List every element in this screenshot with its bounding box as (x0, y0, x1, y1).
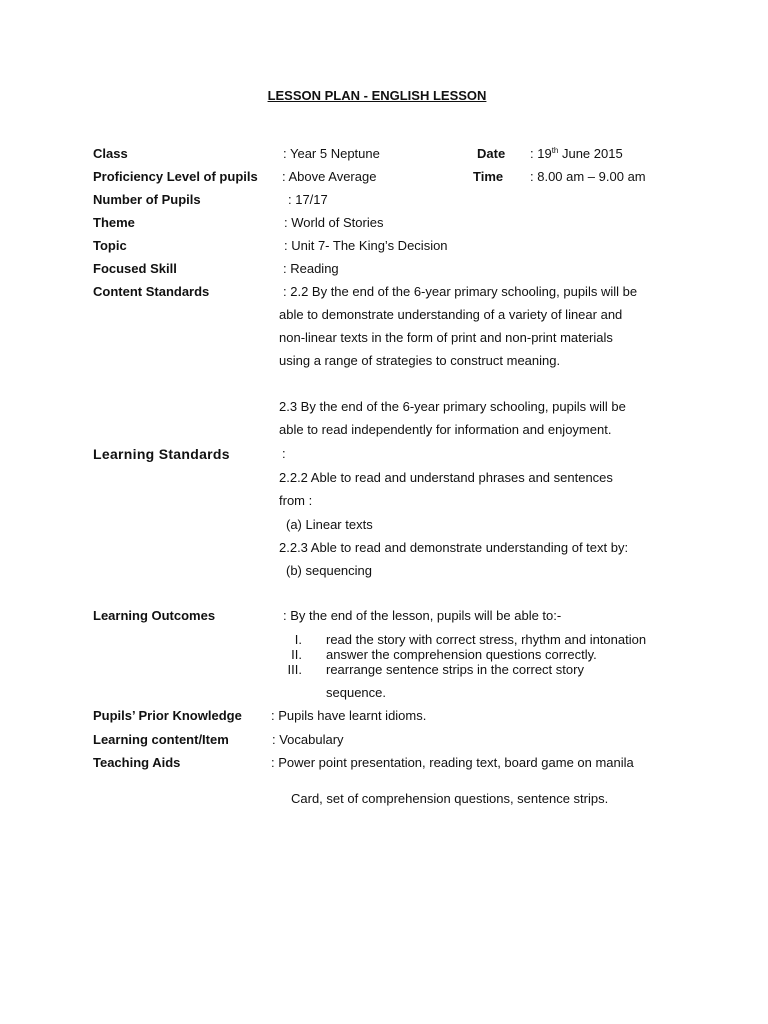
time-label: Time (473, 169, 504, 184)
theme-value: : World of Stories (284, 215, 384, 230)
outcome-text: answer the comprehension questions correctly. (326, 647, 597, 662)
content-standards-line: : 2.2 By the end of the 6-year primary schooling, pupils will be (283, 284, 638, 299)
teaching-aids-label: Teaching Aids (93, 755, 181, 770)
learning-standards-colon: : (282, 446, 286, 461)
content-standards-line: non-linear texts in the form of print and non-print materials (279, 330, 613, 345)
learning-standards-line: 2.2.3 Able to read and demonstrate understanding of text by: (279, 540, 629, 555)
skill-value: : Reading (283, 261, 339, 276)
content-standards-label: Content Standards (93, 284, 210, 299)
learning-content-value: : Vocabulary (272, 732, 344, 747)
date-day: : 19 (530, 146, 552, 161)
date-month-year: June 2015 (558, 146, 623, 161)
proficiency-value: : Above Average (282, 169, 377, 184)
learning-outcomes-label: Learning Outcomes (93, 608, 216, 623)
outcome-number: I. (294, 632, 302, 647)
teaching-aids-continuation: Card, set of comprehension questions, sentence strips. (291, 791, 609, 806)
time-value: : 8.00 am – 9.00 am (530, 169, 646, 184)
topic-label: Topic (93, 238, 127, 253)
content-standards-line: 2.3 By the end of the 6-year primary schooling, pupils will be (279, 399, 626, 414)
content-standards-line: able to read independently for information and enjoyment. (279, 422, 612, 437)
outcome-number: III. (287, 662, 302, 677)
outcome-number: II. (291, 647, 302, 662)
topic-value: : Unit 7- The King’s Decision (284, 238, 448, 253)
date-value (530, 146, 623, 162)
learning-standards-label: Learning Standards (93, 446, 230, 462)
outcome-continuation: sequence. (326, 685, 386, 700)
learning-standards-line: (b) sequencing (286, 563, 372, 578)
content-standards-line: using a range of strategies to construct meaning. (279, 353, 561, 368)
outcome-text: rearrange sentence strips in the correct story (326, 662, 584, 677)
pupils-label: Number of Pupils (93, 192, 201, 207)
class-label: Class (93, 146, 128, 161)
skill-label: Focused Skill (93, 261, 177, 276)
outcome-text: read the story with correct stress, rhythm and intonation (326, 632, 647, 647)
document-title: LESSON PLAN - ENGLISH LESSON (267, 88, 487, 103)
learning-content-label: Learning content/Item (93, 732, 229, 747)
proficiency-label: Proficiency Level of pupils (93, 169, 258, 184)
learning-standards-line: 2.2.2 Able to read and understand phrases and sentences (279, 470, 613, 485)
pupils-value: : 17/17 (288, 192, 328, 207)
prior-knowledge-value: : Pupils have learnt idioms. (271, 708, 427, 723)
date-label: Date (477, 146, 506, 161)
teaching-aids-value: : Power point presentation, reading text, board game on manila (271, 755, 634, 770)
content-standards-line: able to demonstrate understanding of a variety of linear and (279, 307, 623, 322)
learning-standards-line: from : (279, 493, 313, 508)
theme-label: Theme (93, 215, 135, 230)
prior-knowledge-label: Pupils’ Prior Knowledge (93, 708, 242, 723)
learning-standards-line: (a) Linear texts (286, 517, 373, 532)
learning-outcomes-intro: : By the end of the lesson, pupils will be able to:- (283, 608, 562, 623)
date-ordinal: th (551, 146, 559, 155)
class-value: : Year 5 Neptune (283, 146, 380, 161)
